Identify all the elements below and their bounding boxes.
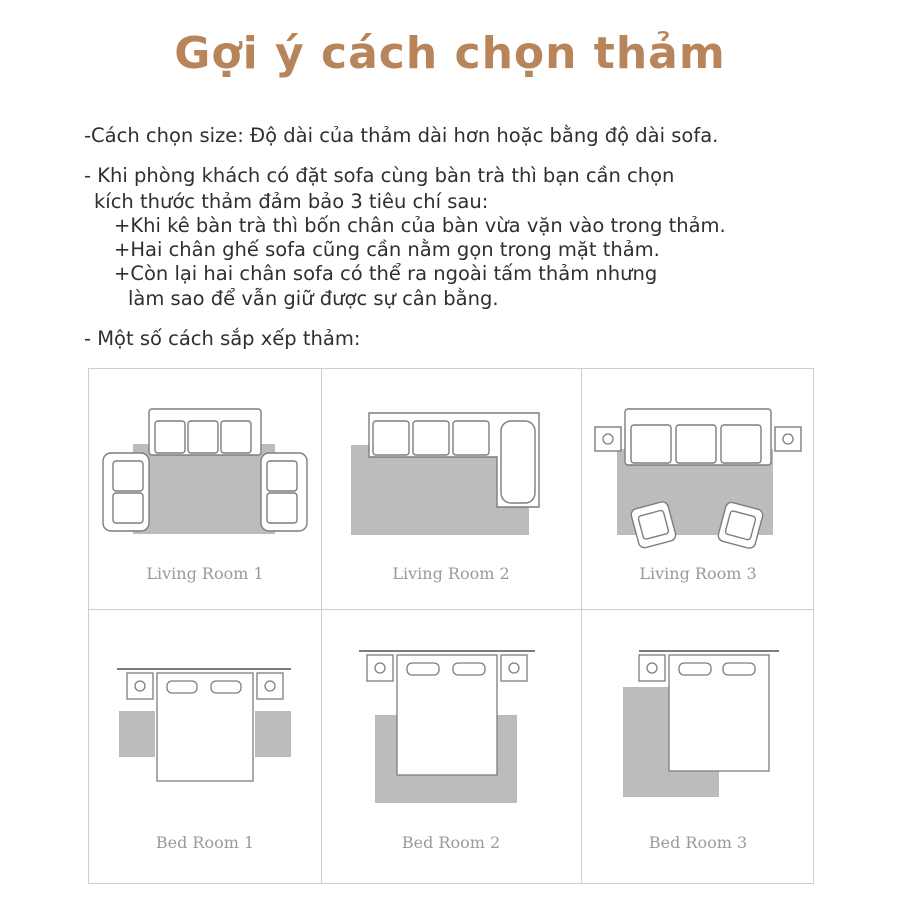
page-title: Gợi ý cách chọn thảm: [174, 28, 726, 79]
rug-right: [255, 711, 291, 757]
nightstand: [639, 655, 665, 681]
layout-caption: Living Room 2: [392, 564, 510, 583]
nightstand-right: [257, 673, 283, 699]
layout-caption: Bed Room 1: [155, 833, 255, 852]
layout-living-room-2: [321, 369, 581, 609]
criterion-2-text: +Hai chân ghế sofa cũng cần nằm gọn trong mặt thảm.: [114, 238, 660, 261]
layout-living-room-3: [581, 369, 815, 609]
layout-caption: Living Room 3: [639, 564, 757, 583]
criterion-1-text: +Khi kê bàn trà thì bốn chân của bàn vừa vặn vào trong thảm.: [114, 214, 726, 237]
side-table-left: [595, 427, 621, 451]
criterion-3-text: +Còn lại hai chân sofa có thể ra ngoài tấm thảm nhưng: [114, 262, 658, 285]
side-table-right: [775, 427, 801, 451]
layout-caption: Living Room 1: [146, 564, 264, 583]
rug: [133, 444, 275, 534]
criteria-intro-text: - Khi phòng khách có đặt sofa cùng bàn trà thì bạn cần chọn: [84, 164, 675, 187]
layout-bed-room-2: [321, 609, 581, 885]
nightstand-left: [367, 655, 393, 681]
criterion-3-text-cont: làm sao để vẫn giữ được sự cân bằng.: [128, 287, 499, 310]
nightstand-right: [501, 655, 527, 681]
rug-layout-grid: [88, 368, 814, 884]
criteria-intro-text-cont: kích thước thảm đảm bảo 3 tiêu chí sau:: [94, 190, 489, 213]
rug-left: [119, 711, 155, 757]
layout-bed-room-1: [89, 609, 321, 885]
layout-bed-room-3: [581, 609, 815, 885]
layout-caption: Bed Room 2: [401, 833, 501, 852]
arrangement-heading-text: - Một số cách sắp xếp thảm:: [84, 327, 361, 350]
layout-caption: Bed Room 3: [648, 833, 748, 852]
layout-living-room-1: [89, 369, 321, 609]
size-guideline-text: -Cách chọn size: Độ dài của thảm dài hơn hoặc bằng độ dài sofa.: [84, 124, 719, 147]
nightstand-left: [127, 673, 153, 699]
